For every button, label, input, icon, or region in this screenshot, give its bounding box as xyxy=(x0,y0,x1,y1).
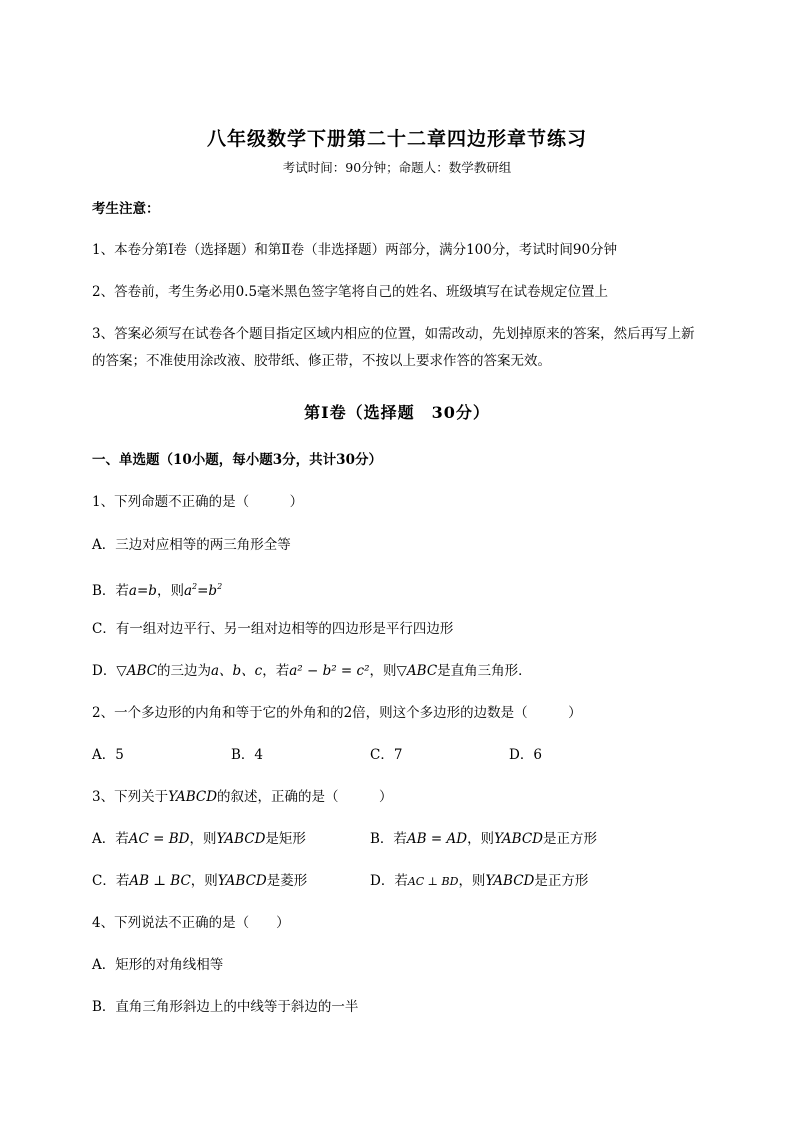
parallelogram-abcd: YABCD xyxy=(168,789,218,805)
math-b: b xyxy=(148,583,157,599)
triangle-abc: ▽ABC xyxy=(396,663,438,679)
q3-a-end: 是矩形 xyxy=(265,831,306,847)
math-b: b xyxy=(208,583,218,599)
parallelogram-abcd: YABCD xyxy=(216,831,266,847)
notice-item-3: 3、答案必须写在试卷各个题目指定区域内相应的位置，如需改动，先划掉原来的答案，然后再写上新 xyxy=(92,326,695,342)
q3-b-prefix: B．若 xyxy=(370,831,407,847)
q3-a-prefix: A．若 xyxy=(92,831,129,847)
math-eq: = xyxy=(197,583,209,599)
q1-option-c: C．有一组对边平行、另一组对边相等的四边形是平行四边形 xyxy=(92,621,454,637)
q3-d-mid: ，则 xyxy=(458,873,486,889)
q3-option-d xyxy=(370,872,588,891)
parallelogram-abcd: YABCD xyxy=(494,831,543,847)
q1-option-a: A．三边对应相等的两三角形全等 xyxy=(92,537,291,553)
q2-option-d: D．6 xyxy=(509,747,542,763)
q1-d-text: 的三边为 xyxy=(156,663,211,679)
math-exponent: 2 xyxy=(217,582,223,591)
q3-d-prefix: D．若 xyxy=(370,873,408,889)
q4-stem: 4、下列说法不正确的是（ ） xyxy=(92,915,290,931)
volume-title: 第Ⅰ卷（选择题 30分） xyxy=(304,403,490,422)
q4-option-b: B．直角三角形斜边上的中线等于斜边的一半 xyxy=(92,999,359,1015)
parallelogram-abcd: YABCD xyxy=(485,873,535,889)
q3-option-a xyxy=(92,830,306,848)
q1-d-text: 是直角三角形． xyxy=(437,663,532,679)
q3-a-mid: ，则 xyxy=(189,831,217,847)
triangle-abc: ▽ABC xyxy=(116,663,157,679)
q2-stem: 2、一个多边形的内角和等于它的外角和的2倍，则这个多边形的边数是（ ） xyxy=(92,705,582,721)
math-eq: = xyxy=(136,583,149,599)
q3-c-prefix: C．若 xyxy=(92,873,130,889)
section-title: 一、单选题（10小题，每小题3分，共计30分） xyxy=(92,452,382,468)
notice-item-3-cont: 的答案；不准使用涂改液、胶带纸、修正带，不按以上要求作答的答案无效。 xyxy=(92,353,551,369)
q1-stem: 1、下列命题不正确的是（ ） xyxy=(92,494,304,510)
math-sides: a、b、c xyxy=(210,663,263,679)
q1-d-text: ，若 xyxy=(262,663,290,679)
math-condition: AB ⊥ BC xyxy=(129,873,191,889)
q3-c-mid: ，则 xyxy=(190,873,218,889)
math-exponent: 2 xyxy=(192,582,198,591)
q1-option-d xyxy=(92,662,532,680)
q3-stem xyxy=(92,788,393,806)
math-equation: a² − b² = c² xyxy=(289,663,370,679)
math-condition: AC ⊥ BD xyxy=(407,875,459,888)
math-condition: AB = AD xyxy=(406,831,468,847)
q4-option-a: A．矩形的对角线相等 xyxy=(92,957,224,973)
q3-b-end: 是正方形 xyxy=(543,831,597,847)
notice-item-2: 2、答卷前，考生务必用0.5毫米黑色签字笔将自己的姓名、班级填写在试卷规定位置上 xyxy=(92,284,609,300)
q3-d-end: 是正方形 xyxy=(534,873,589,889)
parallelogram-abcd: YABCD xyxy=(217,873,267,889)
q1-option-b xyxy=(92,578,222,600)
q3-stem-post: 的叙述，正确的是（ ） xyxy=(217,789,393,805)
notice-item-1: 1、本卷分第Ⅰ卷（选择题）和第Ⅱ卷（非选择题）两部分，满分100分，考试时间90分钟 xyxy=(92,242,618,258)
q3-c-end: 是菱形 xyxy=(266,873,308,889)
q1-d-text: ，则 xyxy=(369,663,397,679)
q1-b-prefix: B．若 xyxy=(92,583,129,599)
q1-d-prefix: D． xyxy=(92,663,117,679)
q1-b-mid: ，则 xyxy=(156,583,184,599)
q2-option-c: C．7 xyxy=(370,747,403,763)
q3-stem-pre: 3、下列关于 xyxy=(92,789,169,805)
page-title: 八年级数学下册第二十二章四边形章节练习 xyxy=(206,128,587,150)
math-condition: AC = BD xyxy=(128,831,190,847)
q3-b-mid: ，则 xyxy=(467,831,495,847)
q3-option-b xyxy=(370,830,597,848)
math-a: a xyxy=(183,583,193,599)
q3-option-c xyxy=(92,872,307,890)
q2-option-a: A．5 xyxy=(92,747,124,763)
exam-info: 考试时间：90分钟；命题人：数学教研组 xyxy=(282,160,512,175)
notice-heading: 考生注意： xyxy=(92,201,160,217)
math-a: a xyxy=(128,583,137,599)
q2-option-b: B．4 xyxy=(231,747,264,763)
